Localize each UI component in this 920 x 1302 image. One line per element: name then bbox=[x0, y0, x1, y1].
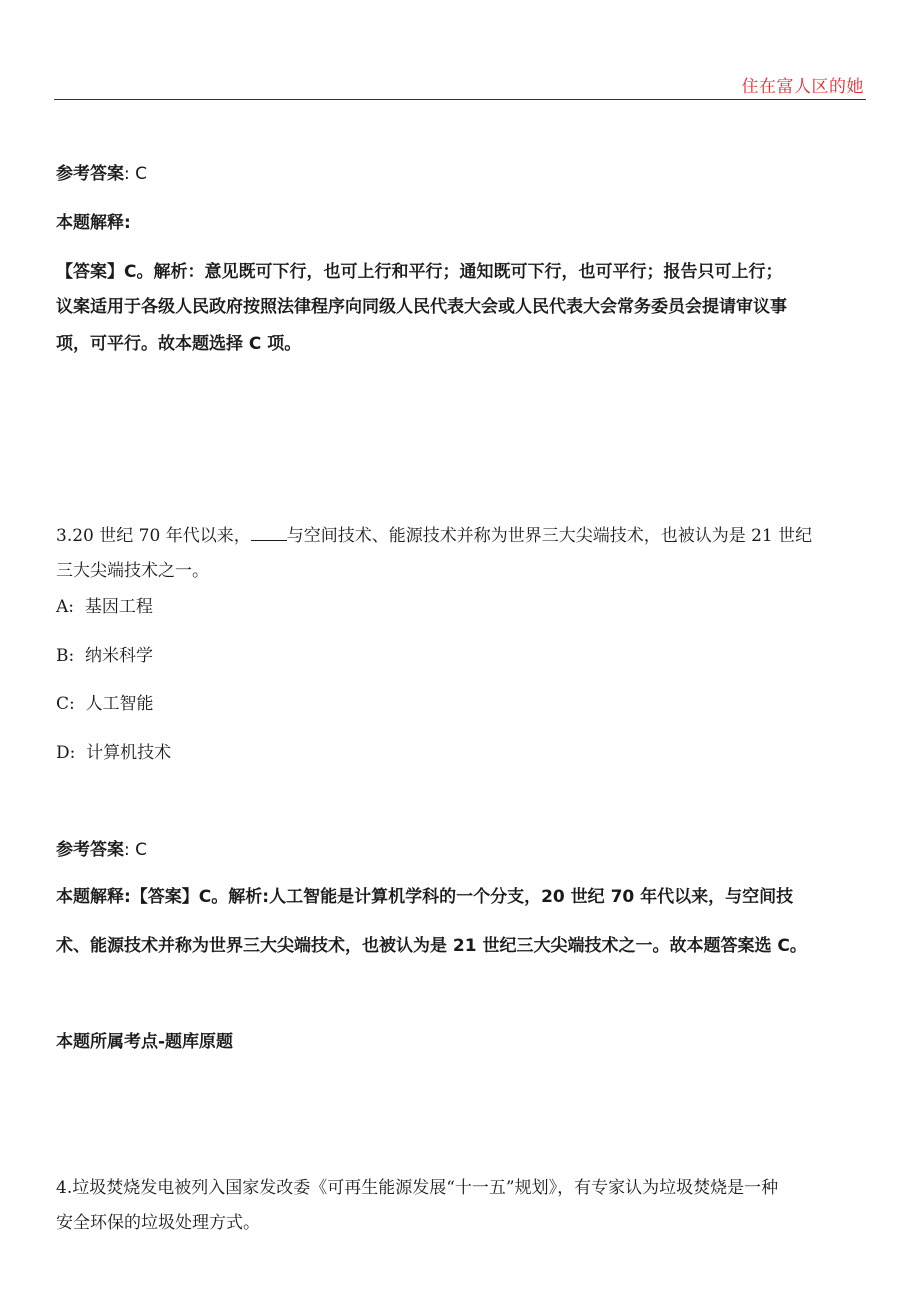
q3-blank bbox=[251, 522, 287, 541]
q3-explain-line-2: 术、能源技术并称为世界三大尖端技术，也被认为是 21 世纪三大尖端技术之一。故本题答案选 C。 bbox=[56, 936, 807, 956]
q3-option-key: D: bbox=[56, 743, 76, 763]
q3-answer-label: 参考答案 bbox=[56, 840, 124, 860]
q3-explain-line-1: 本题解释:【答案】C。解析:人工智能是计算机学科的一个分支，20 世纪 70 年代以来，与空间技 bbox=[56, 887, 794, 907]
q3-option-a bbox=[56, 593, 868, 621]
q3-option-b bbox=[56, 642, 868, 670]
q2-explain-line-2: 议案适用于各级人民政府按照法律程序向同级人民代表大会或人民代表大会常务委员会提请审议事 bbox=[56, 297, 787, 317]
q3-stem-before-blank: 3.20 世纪 70 年代以来， bbox=[56, 526, 251, 546]
q4-stem-line-2: 安全环保的垃圾处理方式。 bbox=[56, 1213, 260, 1233]
q2-explain-label: 本题解释: bbox=[56, 213, 131, 233]
q3-option-text: 纳米科学 bbox=[85, 646, 154, 666]
q3-answer-value: : C bbox=[124, 840, 148, 860]
q2-answer bbox=[56, 160, 868, 188]
q2-explain-line-1: 【答案】C。解析：意见既可下行，也可上行和平行；通知既可下行，也可平行；报告只可上行； bbox=[56, 262, 783, 282]
q3-option-text: 人工智能 bbox=[85, 694, 154, 714]
q3-option-text: 基因工程 bbox=[84, 597, 153, 617]
q2-answer-value: : C bbox=[124, 164, 148, 184]
header-divider bbox=[54, 99, 866, 100]
header-brand: 住在富人区的她 bbox=[741, 77, 864, 97]
q3-stem-line-2: 三大尖端技术之一。 bbox=[56, 561, 209, 581]
q2-answer-label: 参考答案 bbox=[56, 164, 124, 184]
q3-option-text: 计算机技术 bbox=[86, 743, 172, 763]
q3-stem-after-blank: 与空间技术、能源技术并称为世界三大尖端技术，也被认为是 21 世纪 bbox=[286, 526, 813, 546]
q3-stem-line-1 bbox=[56, 522, 868, 550]
q3-topic: 本题所属考点-题库原题 bbox=[56, 1032, 234, 1052]
q3-option-key: B: bbox=[56, 646, 75, 666]
q4-stem-line-1: 4.垃圾焚烧发电被列入国家发改委《可再生能源发展“十一五”规划》，有专家认为垃圾焚烧是一种 bbox=[56, 1178, 779, 1198]
q2-explain-line-3: 项，可平行。故本题选择 C 项。 bbox=[56, 334, 302, 354]
q3-option-d bbox=[56, 739, 868, 767]
q3-option-c bbox=[56, 690, 868, 718]
q3-answer bbox=[56, 836, 868, 864]
q3-option-key: C: bbox=[56, 694, 75, 714]
q3-option-key: A: bbox=[56, 597, 75, 617]
